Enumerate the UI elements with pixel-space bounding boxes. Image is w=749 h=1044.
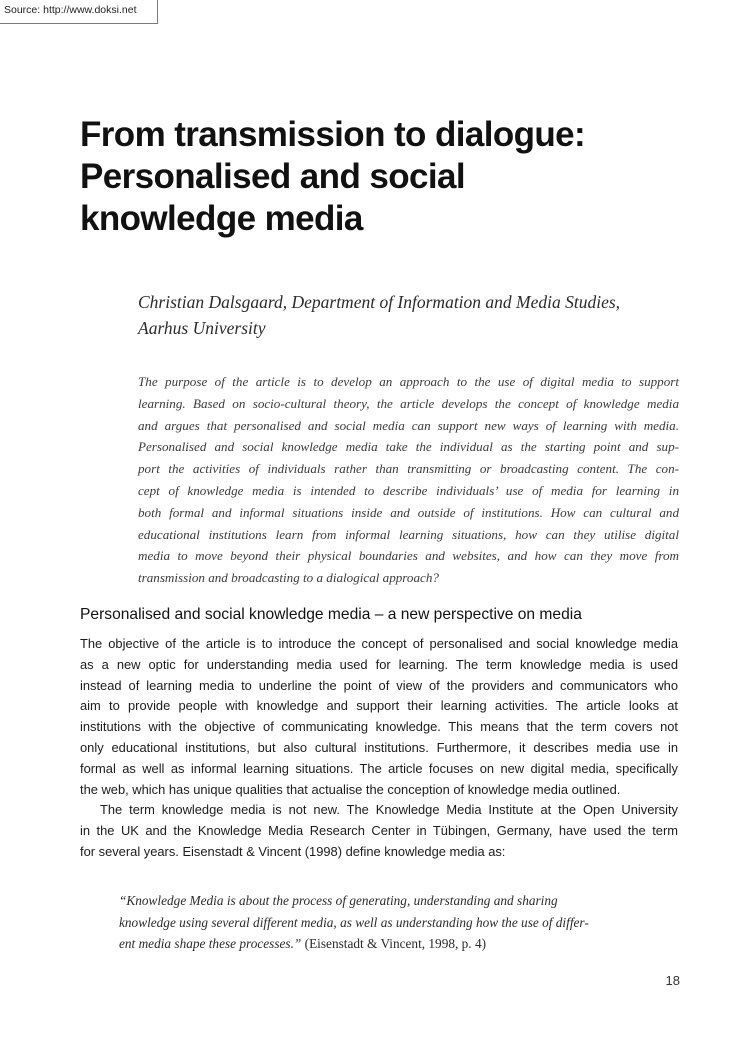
quote-last-line — [119, 933, 639, 955]
article-title — [80, 114, 700, 240]
block-quote — [119, 890, 639, 955]
quote-line: ent media shape these processes.” — [119, 936, 302, 951]
author-affiliation — [138, 289, 698, 341]
body-line: in the UK and the Knowledge Media Research Center in Tübingen, Germany, have used the term — [80, 823, 678, 839]
body-text — [80, 634, 678, 863]
abstract-line: cept of knowledge media is intended to describe individuals’ use of media for learning in — [138, 482, 679, 498]
quote-line: knowledge using several different media, as well as understanding how the use of differ- — [119, 914, 589, 930]
title-line: Personalised and social — [80, 157, 465, 196]
author-line: Christian Dalsgaard, Department of Information and Media Studies, — [138, 292, 621, 312]
body-line: institutions with the objective of communicating knowledge. This means that the term covers not — [80, 719, 678, 735]
quote-citation: (Eisenstadt & Vincent, 1998, p. 4) — [301, 936, 487, 951]
abstract-line: port the activities of individuals rather than transmitting or broadcasting content. The con- — [138, 461, 679, 477]
body-line: The term knowledge media is not new. The Knowledge Media Institute at the Open University — [100, 802, 678, 818]
author-line: Aarhus University — [138, 318, 266, 338]
abstract-line: Personalised and social knowledge media take the individual as the starting point and sup- — [138, 439, 679, 455]
body-line: for several years. Eisenstadt & Vincent (1998) define knowledge media as: — [80, 843, 506, 859]
title-line: knowledge media — [80, 199, 363, 238]
body-line: instead of learning media to underline the point of view of the providers and communicators who — [80, 677, 678, 693]
abstract-line: learning. Based on socio-cultural theory, the article develops the concept of knowledge media — [138, 395, 679, 411]
abstract-line: both formal and informal situations inside and outside of institutions. How can cultural and — [138, 504, 679, 520]
abstract-line: The purpose of the article is to develop an approach to the use of digital media to support — [138, 374, 679, 389]
body-line: aim to provide people with knowledge and support their learning activities. The article looks at — [80, 698, 678, 714]
abstract-line: media to move beyond their physical boundaries and websites, and how can they move from — [138, 548, 679, 564]
abstract-line: transmission and broadcasting to a dialogical approach? — [138, 570, 439, 586]
title-line: From transmission to dialogue: — [80, 115, 586, 154]
body-line: The objective of the article is to introduce the concept of personalised and social knowledge media — [80, 636, 678, 651]
body-line: formal as well as informal learning situations. The article focuses on new digital media, specifically — [80, 760, 678, 776]
source-label: Source: http://www.doksi.net — [0, 0, 158, 24]
abstract-line: educational institutions learn from informal learning situations, how can they utilise digital — [138, 526, 679, 542]
page-number: 18 — [665, 973, 680, 988]
abstract — [138, 371, 679, 589]
section-heading: Personalised and social knowledge media – a new perspective on media — [80, 606, 582, 623]
quote-line: “Knowledge Media is about the process of generating, understanding and sharing — [119, 893, 558, 908]
body-line: as a new optic for understanding media used for learning. The term knowledge media is used — [80, 656, 678, 672]
abstract-line: and argues that personalised and social media can support new ways of learning with media. — [138, 417, 679, 433]
body-line: the web, which has unique qualities that actualise the conception of knowledge media outlined. — [80, 781, 621, 797]
body-line: only educational institutions, but also cultural institutions. Furthermore, it describes media use in — [80, 739, 678, 755]
